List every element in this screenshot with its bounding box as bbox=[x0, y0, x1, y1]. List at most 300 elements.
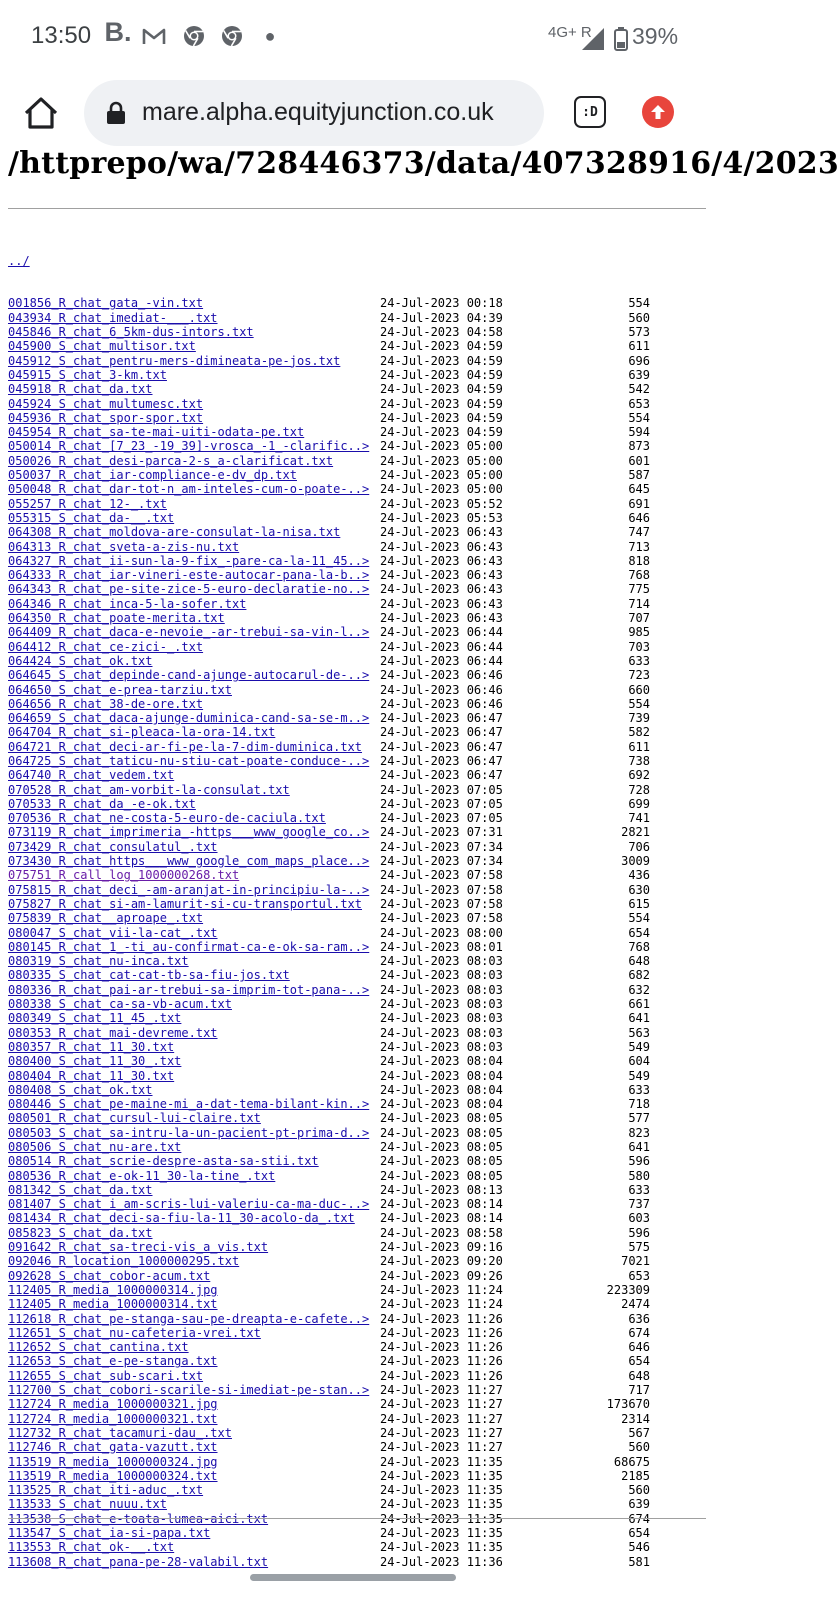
file-link[interactable]: 043934_R_chat_imediat-___.txt bbox=[8, 310, 218, 325]
file-date: 24-Jul-2023 07:58 bbox=[380, 911, 503, 926]
file-size: 549 bbox=[628, 1039, 650, 1054]
file-size: 713 bbox=[628, 539, 650, 554]
file-size: 707 bbox=[628, 611, 650, 626]
file-link[interactable]: 112652_S_chat_cantina.txt bbox=[8, 1340, 189, 1355]
file-link[interactable]: 113533_S_chat_nuuu.txt bbox=[8, 1497, 167, 1512]
table-row bbox=[8, 882, 650, 897]
file-size: 738 bbox=[628, 753, 650, 768]
file-link[interactable]: 045924_S_chat_multumesc.txt bbox=[8, 396, 204, 411]
file-link[interactable]: 085823_S_chat_da.txt bbox=[8, 1225, 153, 1240]
table-row bbox=[8, 1325, 650, 1340]
file-link[interactable]: 045936_R_chat_spor-spor.txt bbox=[8, 410, 204, 425]
file-size: 739 bbox=[628, 711, 650, 726]
file-link[interactable]: 075815_R_chat_deci_-am-aranjat-in-principiu-la-..> bbox=[8, 882, 370, 897]
file-size: 603 bbox=[628, 1211, 650, 1226]
file-date: 24-Jul-2023 05:00 bbox=[380, 453, 503, 468]
file-size: 706 bbox=[628, 839, 650, 854]
file-date: 24-Jul-2023 04:59 bbox=[380, 425, 503, 440]
file-date: 24-Jul-2023 04:59 bbox=[380, 367, 503, 382]
file-size: 596 bbox=[628, 1154, 650, 1169]
file-date: 24-Jul-2023 08:03 bbox=[380, 968, 503, 983]
table-row bbox=[8, 425, 650, 440]
file-date: 24-Jul-2023 11:35 bbox=[380, 1526, 503, 1541]
file-date: 24-Jul-2023 06:46 bbox=[380, 668, 503, 683]
file-date: 24-Jul-2023 08:04 bbox=[380, 1082, 503, 1097]
file-link[interactable]: 112653_S_chat_e-pe-stanga.txt bbox=[8, 1354, 218, 1369]
file-link[interactable]: 064645_S_chat_depinde-cand-ajunge-autocarul-de-..> bbox=[8, 668, 370, 683]
file-date: 24-Jul-2023 04:59 bbox=[380, 382, 503, 397]
update-button[interactable] bbox=[642, 96, 674, 128]
chrome-icon bbox=[182, 24, 206, 48]
file-date: 24-Jul-2023 04:59 bbox=[380, 339, 503, 354]
file-size: 601 bbox=[628, 453, 650, 468]
file-link[interactable]: 045954_R_chat_sa-te-mai-uiti-odata-pe.txt bbox=[8, 425, 305, 440]
file-link[interactable]: 080446_S_chat_pe-maine-mi_a-dat-tema-bilant-kin..> bbox=[8, 1097, 370, 1112]
file-date: 24-Jul-2023 11:26 bbox=[380, 1340, 503, 1355]
file-size: 654 bbox=[628, 1354, 650, 1369]
file-link[interactable]: 050037_R_chat_iar-compliance-e-dv_dp.txt bbox=[8, 468, 297, 483]
file-size: 728 bbox=[628, 782, 650, 797]
table-row bbox=[8, 1168, 650, 1183]
file-link[interactable]: 080349_S_chat_11_45_.txt bbox=[8, 1011, 182, 1026]
table-row bbox=[8, 1068, 650, 1083]
table-row bbox=[8, 1440, 650, 1455]
divider bbox=[8, 1518, 706, 1519]
file-size: 560 bbox=[628, 310, 650, 325]
file-link[interactable]: 081342_S_chat_da.txt bbox=[8, 1182, 153, 1197]
file-size: 560 bbox=[628, 1483, 650, 1498]
file-link[interactable]: 080536_R_chat_e-ok-11_30-la-tine_.txt bbox=[8, 1168, 276, 1183]
table-row bbox=[8, 1297, 650, 1312]
table-row bbox=[8, 539, 650, 554]
file-size: 648 bbox=[628, 1368, 650, 1383]
table-row bbox=[8, 1011, 650, 1026]
file-link[interactable]: 112732_R_chat_tacamuri-dau_.txt bbox=[8, 1425, 232, 1440]
file-date: 24-Jul-2023 08:05 bbox=[380, 1168, 503, 1183]
file-size: 639 bbox=[628, 367, 650, 382]
file-size: 554 bbox=[628, 410, 650, 425]
file-link[interactable]: 064424_S_chat_ok.txt bbox=[8, 653, 153, 668]
table-row bbox=[8, 1497, 650, 1512]
file-date: 24-Jul-2023 06:43 bbox=[380, 525, 503, 540]
file-link[interactable]: 080400_S_chat_11_30_.txt bbox=[8, 1054, 182, 1069]
file-size: 2314 bbox=[621, 1411, 650, 1426]
file-size: 768 bbox=[628, 939, 650, 954]
file-size: 654 bbox=[628, 1526, 650, 1541]
file-link[interactable]: 045912_S_chat_pentru-mers-dimineata-pe-jos.txt bbox=[8, 353, 341, 368]
file-size: 703 bbox=[628, 639, 650, 654]
file-size: 723 bbox=[628, 668, 650, 683]
table-row bbox=[8, 982, 650, 997]
file-date: 24-Jul-2023 06:47 bbox=[380, 768, 503, 783]
table-row bbox=[8, 1483, 650, 1498]
file-size: 653 bbox=[628, 1268, 650, 1283]
file-link[interactable]: 080408_S_chat_ok.txt bbox=[8, 1082, 153, 1097]
file-link[interactable]: 080145_R_chat_1_-ti_au-confirmat-ca-e-ok-sa-ram..> bbox=[8, 939, 370, 954]
file-link[interactable]: 064313_R_chat_sveta-a-zis-nu.txt bbox=[8, 539, 240, 554]
file-size: 554 bbox=[628, 911, 650, 926]
file-date: 24-Jul-2023 08:14 bbox=[380, 1197, 503, 1212]
file-date: 24-Jul-2023 04:58 bbox=[380, 325, 503, 340]
arrow-up-icon bbox=[649, 103, 667, 121]
file-link[interactable]: 112651_S_chat_nu-cafeteria-vrei.txt bbox=[8, 1325, 261, 1340]
table-row bbox=[8, 1197, 650, 1212]
file-link[interactable]: 064704_R_chat_si-pleaca-la-ora-14.txt bbox=[8, 725, 276, 740]
file-date: 24-Jul-2023 06:43 bbox=[380, 568, 503, 583]
file-date: 24-Jul-2023 11:27 bbox=[380, 1397, 503, 1412]
file-size: 768 bbox=[628, 568, 650, 583]
table-row bbox=[8, 1383, 650, 1398]
file-link[interactable]: 080404_R_chat_11_30.txt bbox=[8, 1068, 175, 1083]
file-size: 699 bbox=[628, 796, 650, 811]
file-link[interactable]: 064412_R_chat_ce-zici-_.txt bbox=[8, 639, 204, 654]
file-link[interactable]: 064740_R_chat_vedem.txt bbox=[8, 768, 175, 783]
file-size: 2474 bbox=[621, 1297, 650, 1312]
table-row bbox=[8, 496, 650, 511]
file-date: 24-Jul-2023 04:59 bbox=[380, 396, 503, 411]
table-row bbox=[8, 1368, 650, 1383]
file-link[interactable]: 081407_S_chat_i_am-scris-lui-valeriu-ca-ma-duc-..> bbox=[8, 1197, 370, 1212]
file-date: 24-Jul-2023 11:35 bbox=[380, 1540, 503, 1555]
file-size: 633 bbox=[628, 653, 650, 668]
divider bbox=[8, 208, 706, 209]
file-size: 611 bbox=[628, 739, 650, 754]
table-row bbox=[8, 553, 650, 568]
file-size: 3009 bbox=[621, 854, 650, 869]
file-date: 24-Jul-2023 11:27 bbox=[380, 1383, 503, 1398]
table-row bbox=[8, 325, 650, 340]
file-link[interactable]: 080514_R_chat_scrie-despre-asta-sa-stii.txt bbox=[8, 1154, 319, 1169]
file-link[interactable]: 064346_R_chat_inca-5-la-sofer.txt bbox=[8, 596, 247, 611]
table-row bbox=[8, 1125, 650, 1140]
file-date: 24-Jul-2023 06:43 bbox=[380, 539, 503, 554]
file-listing bbox=[8, 225, 650, 1569]
file-date: 24-Jul-2023 07:05 bbox=[380, 796, 503, 811]
file-link[interactable]: 091642_R_chat_sa-treci-vis_a_vis.txt bbox=[8, 1240, 269, 1255]
battery-icon bbox=[614, 27, 628, 55]
battery-percent: 39% bbox=[632, 23, 679, 49]
file-link[interactable]: 045915_S_chat_3-km.txt bbox=[8, 367, 167, 382]
table-row bbox=[8, 382, 650, 397]
file-link[interactable]: 112655_S_chat_sub-scari.txt bbox=[8, 1368, 204, 1383]
file-date: 24-Jul-2023 08:03 bbox=[380, 1025, 503, 1040]
file-size: 674 bbox=[628, 1325, 650, 1340]
file-link[interactable]: 113608_R_chat_pana-pe-28-valabil.txt bbox=[8, 1554, 269, 1569]
file-link[interactable]: 055257_R_chat_12-_.txt bbox=[8, 496, 167, 511]
url-text[interactable]: mare.alpha.equityjunction.co.uk bbox=[142, 98, 494, 126]
home-icon bbox=[23, 96, 59, 130]
file-link[interactable]: 113519_R_media_1000000324.txt bbox=[8, 1468, 218, 1483]
file-date: 24-Jul-2023 06:47 bbox=[380, 753, 503, 768]
file-date: 24-Jul-2023 08:03 bbox=[380, 1039, 503, 1054]
file-link[interactable]: 080047_S_chat_vii-la-cat_.txt bbox=[8, 925, 218, 940]
table-row bbox=[8, 339, 650, 354]
file-link[interactable]: 064659_S_chat_daca-ajunge-duminica-cand-sa-se-m..> bbox=[8, 711, 370, 726]
table-row bbox=[8, 1211, 650, 1226]
file-size: 674 bbox=[628, 1511, 650, 1526]
file-size: 587 bbox=[628, 468, 650, 483]
table-row bbox=[8, 839, 650, 854]
table-row bbox=[8, 1025, 650, 1040]
file-link[interactable]: 112700_S_chat_cobori-scarile-si-imediat-pe-stan..> bbox=[8, 1383, 370, 1398]
file-size: 596 bbox=[628, 1225, 650, 1240]
file-date: 24-Jul-2023 11:27 bbox=[380, 1411, 503, 1426]
file-size: 630 bbox=[628, 882, 650, 897]
table-row bbox=[8, 1039, 650, 1054]
file-size: 654 bbox=[628, 925, 650, 940]
table-row bbox=[8, 596, 650, 611]
chrome-icon bbox=[220, 24, 244, 48]
table-row bbox=[8, 1397, 650, 1412]
file-date: 24-Jul-2023 08:13 bbox=[380, 1182, 503, 1197]
table-row bbox=[8, 782, 650, 797]
table-row bbox=[8, 1140, 650, 1154]
table-row bbox=[8, 696, 650, 711]
file-link[interactable]: 080338_S_chat_ca-sa-vb-acum.txt bbox=[8, 997, 232, 1012]
file-date: 24-Jul-2023 08:58 bbox=[380, 1225, 503, 1240]
file-link[interactable]: 064333_R_chat_iar-vineri-este-autocar-pana-la-b..> bbox=[8, 568, 370, 583]
file-link[interactable]: 001856_R_chat_gata_-vin.txt bbox=[8, 296, 204, 311]
file-link[interactable]: 080501_R_chat_cursul-lui-claire.txt bbox=[8, 1111, 261, 1126]
file-link[interactable]: 064650_S_chat_e-prea-tarziu.txt bbox=[8, 682, 232, 697]
file-size: 641 bbox=[628, 1011, 650, 1026]
file-date: 24-Jul-2023 11:26 bbox=[380, 1368, 503, 1383]
table-row bbox=[8, 310, 650, 325]
file-size: 636 bbox=[628, 1311, 650, 1326]
table-row bbox=[8, 768, 650, 783]
file-date: 24-Jul-2023 06:47 bbox=[380, 725, 503, 740]
file-size: 573 bbox=[628, 325, 650, 340]
table-row bbox=[8, 639, 650, 654]
table-row bbox=[8, 1268, 650, 1283]
file-link[interactable]: 064409_R_chat_daca-e-nevoie_-ar-trebui-sa-vin-l..> bbox=[8, 625, 370, 640]
file-link[interactable]: 070536_R_chat_ne-costa-5-euro-de-caciula.txt bbox=[8, 811, 326, 826]
file-date: 24-Jul-2023 07:58 bbox=[380, 868, 503, 883]
file-size: 646 bbox=[628, 510, 650, 525]
file-size: 648 bbox=[628, 954, 650, 969]
file-link[interactable]: 064350_R_chat_poate-merita.txt bbox=[8, 611, 225, 626]
table-row bbox=[8, 296, 650, 311]
file-date: 24-Jul-2023 04:59 bbox=[380, 353, 503, 368]
table-row bbox=[8, 711, 650, 726]
gesture-handle[interactable] bbox=[250, 1574, 456, 1581]
file-size: 546 bbox=[628, 1540, 650, 1555]
file-date: 24-Jul-2023 06:43 bbox=[380, 582, 503, 597]
file-size: 68675 bbox=[613, 1454, 650, 1469]
file-link[interactable]: 081434_R_chat_deci-sa-fiu-la-11_30-acolo-da_.txt bbox=[8, 1211, 355, 1226]
navigation-bar bbox=[0, 1544, 720, 1600]
file-link[interactable]: 045846_R_chat_6_5km-dus-intors.txt bbox=[8, 325, 254, 340]
file-link[interactable]: 075827_R_chat_si-am-lamurit-si-cu-transportul.txt bbox=[8, 896, 363, 911]
table-row bbox=[8, 811, 650, 826]
file-link[interactable]: 064656_R_chat_38-de-ore.txt bbox=[8, 696, 204, 711]
file-link[interactable]: 080335_S_chat_cat-cat-tb-sa-fiu-jos.txt bbox=[8, 968, 290, 983]
file-size: 577 bbox=[628, 1111, 650, 1126]
table-row bbox=[8, 1254, 650, 1269]
file-date: 24-Jul-2023 06:47 bbox=[380, 739, 503, 754]
file-link[interactable]: 112746_R_chat_gata-vazutt.txt bbox=[8, 1440, 218, 1455]
file-link[interactable]: 112405_R_media_1000000314.txt bbox=[8, 1297, 218, 1312]
table-row bbox=[8, 668, 650, 683]
file-link[interactable]: 070528_R_chat_am-vorbit-la-consulat.txt bbox=[8, 782, 290, 797]
table-row bbox=[8, 482, 650, 497]
file-link[interactable]: 080353_R_chat_mai-devreme.txt bbox=[8, 1025, 218, 1040]
file-date: 24-Jul-2023 06:43 bbox=[380, 553, 503, 568]
b-icon: B. bbox=[104, 16, 132, 47]
file-link[interactable]: 064308_R_chat_moldova-are-consulat-la-nisa.txt bbox=[8, 525, 341, 540]
table-row bbox=[8, 510, 650, 525]
table-row bbox=[8, 896, 650, 911]
file-date: 24-Jul-2023 08:05 bbox=[380, 1125, 503, 1140]
file-link[interactable]: 050048_R_chat_dar-tot-n_am-inteles-cum-o-poate-..> bbox=[8, 482, 370, 497]
file-date: 24-Jul-2023 07:05 bbox=[380, 782, 503, 797]
file-date: 24-Jul-2023 11:36 bbox=[380, 1554, 503, 1569]
file-date: 24-Jul-2023 07:58 bbox=[380, 882, 503, 897]
file-date: 24-Jul-2023 04:59 bbox=[380, 410, 503, 425]
file-date: 24-Jul-2023 06:44 bbox=[380, 625, 503, 640]
file-link[interactable]: 064725_S_chat_taticu-nu-stiu-cat-poate-conduce-..> bbox=[8, 753, 370, 768]
gmail-icon bbox=[142, 24, 166, 48]
file-date: 24-Jul-2023 11:27 bbox=[380, 1440, 503, 1455]
file-link[interactable]: 080319_S_chat_nu-inca.txt bbox=[8, 954, 189, 969]
file-date: 24-Jul-2023 06:44 bbox=[380, 639, 503, 654]
file-link[interactable]: 045900_S_chat_multisor.txt bbox=[8, 339, 196, 354]
file-date: 24-Jul-2023 06:46 bbox=[380, 682, 503, 697]
file-size: 594 bbox=[628, 425, 650, 440]
file-link[interactable]: 113525_R_chat_iti-aduc_.txt bbox=[8, 1483, 204, 1498]
file-link[interactable]: 113538_S_chat_e-toata-lumea-aici.txt bbox=[8, 1511, 269, 1526]
table-row bbox=[8, 739, 650, 754]
file-link[interactable]: 112724_R_media_1000000321.jpg bbox=[8, 1397, 218, 1412]
file-link[interactable]: 080503_S_chat_sa-intru-la-un-pacient-pt-prima-d..> bbox=[8, 1125, 370, 1140]
file-link[interactable]: 045918_R_chat_da.txt bbox=[8, 382, 153, 397]
file-size: 660 bbox=[628, 682, 650, 697]
file-link[interactable]: 080506_S_chat_nu-are.txt bbox=[8, 1140, 182, 1154]
file-link[interactable]: 080336_R_chat_pai-ar-trebui-sa-imprim-tot-pana-..> bbox=[8, 982, 370, 997]
parent-row bbox=[8, 254, 380, 268]
table-row bbox=[8, 653, 650, 668]
table-row bbox=[8, 453, 650, 468]
file-size: 639 bbox=[628, 1497, 650, 1512]
file-link[interactable]: 064343_R_chat_pe-site-zice-5-euro-declaratie-no..> bbox=[8, 582, 370, 597]
file-date: 24-Jul-2023 09:16 bbox=[380, 1240, 503, 1255]
file-size: 582 bbox=[628, 725, 650, 740]
file-link[interactable]: 113547_S_chat_ia-si-papa.txt bbox=[8, 1526, 211, 1541]
file-size: 645 bbox=[628, 482, 650, 497]
address-bar[interactable] bbox=[84, 80, 544, 146]
home-button[interactable] bbox=[20, 92, 62, 134]
file-size: 747 bbox=[628, 525, 650, 540]
table-row bbox=[8, 1468, 650, 1483]
file-date: 24-Jul-2023 06:47 bbox=[380, 711, 503, 726]
file-link[interactable]: 113519_R_media_1000000324.jpg bbox=[8, 1454, 218, 1469]
file-date: 24-Jul-2023 08:03 bbox=[380, 982, 503, 997]
file-link[interactable]: 050014_R_chat_[7_23_-19_39]-vrosca_-1_-clarific..> bbox=[8, 439, 370, 454]
file-link[interactable]: 092628_S_chat_cobor-acum.txt bbox=[8, 1268, 211, 1283]
file-size: 818 bbox=[628, 553, 650, 568]
file-link[interactable]: 075751_R_call_log_1000000268.txt bbox=[8, 868, 240, 883]
file-size: 714 bbox=[628, 596, 650, 611]
lock-icon[interactable] bbox=[106, 101, 126, 129]
file-size: 581 bbox=[628, 1554, 650, 1569]
file-date: 24-Jul-2023 05:00 bbox=[380, 468, 503, 483]
file-size: 7021 bbox=[621, 1254, 650, 1269]
table-row bbox=[8, 954, 650, 969]
table-row bbox=[8, 1111, 650, 1126]
file-link[interactable]: 055315_S_chat_da-__.txt bbox=[8, 510, 175, 525]
file-link[interactable]: 073119_R_chat_imprimeria_-https___www_google_co..> bbox=[8, 825, 370, 840]
file-date: 24-Jul-2023 07:31 bbox=[380, 825, 503, 840]
table-row bbox=[8, 1526, 650, 1541]
file-link[interactable]: 064327_R_chat_ii-sun-la-9-fix_-pare-ca-la-11_45..> bbox=[8, 553, 370, 568]
table-row bbox=[8, 1425, 650, 1440]
file-date: 24-Jul-2023 11:35 bbox=[380, 1483, 503, 1498]
table-row bbox=[8, 1411, 650, 1426]
browser-toolbar bbox=[0, 78, 720, 152]
file-link[interactable]: 073430_R_chat_https___www_google_com_maps_place..> bbox=[8, 854, 370, 869]
tab-switcher-button[interactable]: :D bbox=[574, 96, 606, 128]
table-row bbox=[8, 1154, 650, 1169]
file-link[interactable]: 075839_R_chat__aproape_.txt bbox=[8, 911, 204, 926]
file-date: 24-Jul-2023 05:00 bbox=[380, 482, 503, 497]
file-size: 696 bbox=[628, 353, 650, 368]
file-link[interactable]: 073429_R_chat_consulatul_.txt bbox=[8, 839, 218, 854]
table-row bbox=[8, 353, 650, 368]
table-row bbox=[8, 939, 650, 954]
file-link[interactable]: 092046_R_location_1000000295.txt bbox=[8, 1254, 240, 1269]
table-row bbox=[8, 1082, 650, 1097]
file-size: 575 bbox=[628, 1240, 650, 1255]
file-size: 641 bbox=[628, 1140, 650, 1154]
file-date: 24-Jul-2023 05:52 bbox=[380, 496, 503, 511]
file-date: 24-Jul-2023 09:26 bbox=[380, 1268, 503, 1283]
file-size: 646 bbox=[628, 1340, 650, 1355]
file-size: 173670 bbox=[606, 1397, 650, 1412]
file-link[interactable]: 050026_R_chat_desi-parca-2-s_a-clarificat.txt bbox=[8, 453, 334, 468]
table-row bbox=[8, 410, 650, 425]
table-row bbox=[8, 925, 650, 940]
file-date: 24-Jul-2023 11:27 bbox=[380, 1425, 503, 1440]
file-link[interactable]: 112724_R_media_1000000321.txt bbox=[8, 1411, 218, 1426]
file-size: 554 bbox=[628, 296, 650, 311]
table-row bbox=[8, 968, 650, 983]
file-size: 653 bbox=[628, 396, 650, 411]
parent-directory-link[interactable]: ../ bbox=[8, 253, 30, 268]
file-date: 24-Jul-2023 08:03 bbox=[380, 997, 503, 1012]
file-size: 615 bbox=[628, 896, 650, 911]
status-time: 13:50 bbox=[31, 22, 92, 49]
file-link[interactable]: 112618_R_chat_pe-stanga-sau-pe-dreapta-e-cafete..> bbox=[8, 1311, 370, 1326]
file-link[interactable]: 064721_R_chat_deci-ar-fi-pe-la-7-dim-duminica.txt bbox=[8, 739, 363, 754]
table-row bbox=[8, 682, 650, 697]
file-date: 24-Jul-2023 08:03 bbox=[380, 1011, 503, 1026]
file-date: 24-Jul-2023 08:14 bbox=[380, 1211, 503, 1226]
file-link[interactable]: 112405_R_media_1000000314.jpg bbox=[8, 1282, 218, 1297]
file-size: 741 bbox=[628, 811, 650, 826]
file-link[interactable]: 113553_R_chat_ok-__.txt bbox=[8, 1540, 175, 1555]
file-size: 737 bbox=[628, 1197, 650, 1212]
table-row bbox=[8, 725, 650, 740]
file-size: 682 bbox=[628, 968, 650, 983]
file-date: 24-Jul-2023 11:35 bbox=[380, 1497, 503, 1512]
file-link[interactable]: 070533_R_chat_da_-e-ok.txt bbox=[8, 796, 196, 811]
file-size: 692 bbox=[628, 768, 650, 783]
file-date: 24-Jul-2023 06:43 bbox=[380, 611, 503, 626]
table-row bbox=[8, 1240, 650, 1255]
table-row bbox=[8, 582, 650, 597]
file-link[interactable]: 080357_R_chat_11_30.txt bbox=[8, 1039, 175, 1054]
file-date: 24-Jul-2023 07:34 bbox=[380, 854, 503, 869]
